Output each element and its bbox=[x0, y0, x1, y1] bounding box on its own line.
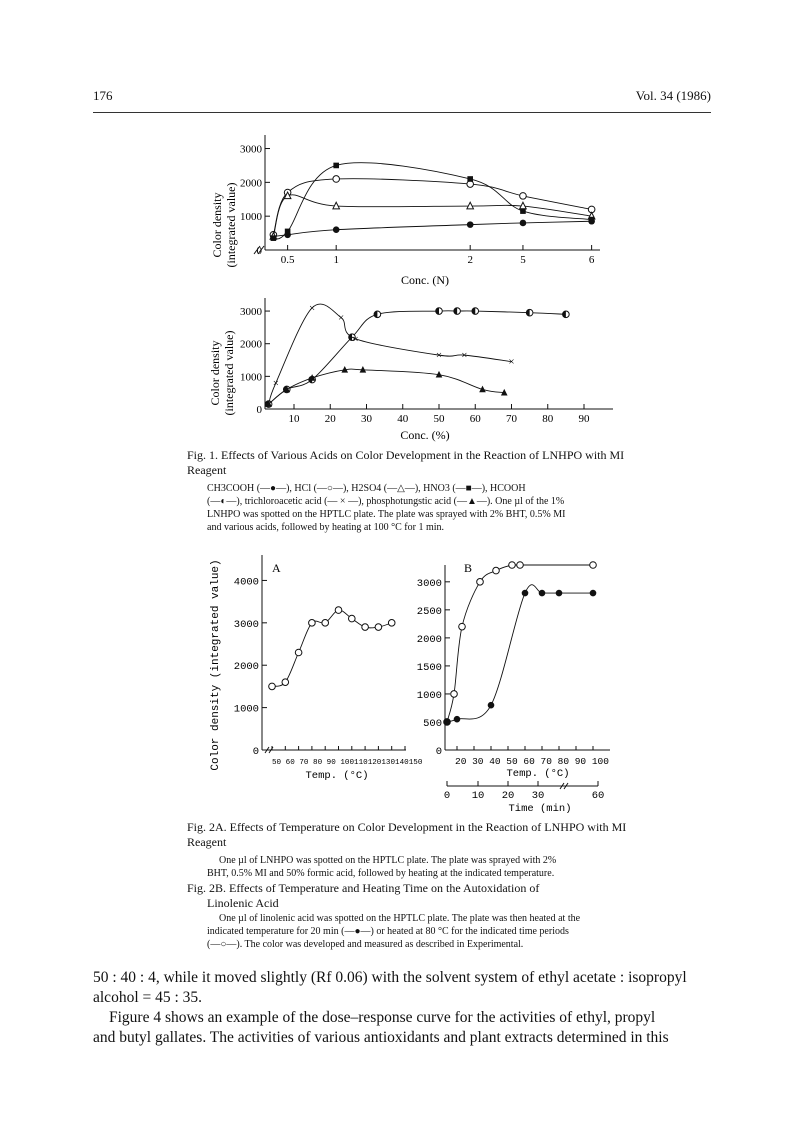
fig2b-xticks: 20 30 40 50 60 70 80 90 100 bbox=[455, 756, 609, 767]
fig1-bottom-xtick-label: 40 bbox=[397, 413, 409, 425]
fig2a-xlabel: Temp. (°C) bbox=[305, 770, 369, 782]
fig2b-ytick-label: 3000 bbox=[416, 577, 442, 590]
fig1-bottom-ytick-label: 1000 bbox=[240, 371, 262, 384]
volume-label: Vol. 34 (1986) bbox=[635, 88, 711, 103]
fig1-bottom-series-1-point: × bbox=[435, 349, 443, 362]
fig2b-label: B bbox=[464, 561, 473, 575]
fig1-top-series-1-point bbox=[333, 176, 340, 183]
fig1-top-ylabel-2: (integrated value) bbox=[224, 182, 238, 268]
fig2b-series-1-point bbox=[522, 590, 529, 597]
fig2b-series-1-point bbox=[488, 702, 495, 709]
fig2b-ytick-label: 2500 bbox=[416, 605, 442, 618]
fig2a-point bbox=[375, 624, 382, 631]
fig1-top-xlabel: Conc. (N) bbox=[401, 273, 449, 287]
fig1-bottom-series-2-line bbox=[269, 369, 505, 404]
fig2b-series-1-point bbox=[590, 590, 597, 597]
fig1-bottom-series-1-point: × bbox=[272, 377, 279, 390]
fig2a-note-2: BHT, 0.5% MI and 50% formic acid, followed by heating at the indicated temperature. bbox=[207, 868, 555, 879]
fig2a-note-1: One µl of LNHPO was spotted on the HPTLC plate. The plate was sprayed with 2% bbox=[219, 855, 557, 866]
fig1-legend-3: LNHPO was spotted on the HPTLC plate. The plate was sprayed with 2% BHT, 0.5% MI bbox=[207, 509, 566, 520]
fig2b-time-tick-label: 60 bbox=[591, 790, 605, 802]
fig1-bottom-xtick-label: 80 bbox=[542, 413, 554, 425]
fig1-top-ytick-label: 2000 bbox=[240, 177, 262, 190]
fig1-bottom-series-1-line bbox=[269, 304, 515, 404]
fig1-top-series-3-point bbox=[520, 208, 526, 214]
fig1-bottom-series-1-point: × bbox=[309, 302, 316, 315]
fig1-top-ylabel-1: Color density bbox=[210, 192, 224, 258]
fig2b-time-tick-label: 30 bbox=[531, 790, 545, 802]
fig2a-ytick-label: 1000 bbox=[233, 703, 259, 716]
fig1-bottom-xtick-label: 20 bbox=[324, 413, 336, 425]
fig2b-xlabel: Temp. (°C) bbox=[506, 768, 570, 780]
fig2b-time-label: Time (min) bbox=[508, 803, 572, 815]
fig1-bottom-series-1-point: × bbox=[508, 356, 515, 369]
fig1-top-series-3-point bbox=[467, 176, 473, 182]
fig2b-note-1: One µl of linolenic acid was spotted on the HPTLC plate. The plate was then heated at the bbox=[219, 913, 581, 924]
fig1-bottom-xtick-label: 90 bbox=[578, 413, 590, 425]
fig2b-caption-title-1: Fig. 2B. Effects of Temperature and Heating Time on the Autoxidation of bbox=[187, 881, 540, 895]
fig2a-point bbox=[349, 615, 356, 622]
fig2b-series-0-point bbox=[459, 623, 466, 630]
fig1-top-ytick-label: 3000 bbox=[240, 143, 262, 156]
fig2b-series-1-point bbox=[539, 590, 546, 597]
fig2b-series-1-point bbox=[444, 719, 451, 726]
fig1-top-series-3-point bbox=[271, 235, 277, 241]
fig2a-ytick-label: 0 bbox=[252, 746, 259, 758]
fig2a-series-line bbox=[272, 610, 392, 686]
fig1-top-series-3-point bbox=[589, 217, 595, 223]
fig1-top-xtick-label: 0.5 bbox=[280, 254, 295, 266]
fig2a-point bbox=[388, 620, 395, 627]
fig2b-time-tick-label: 0 bbox=[443, 790, 451, 802]
body-line-3: Figure 4 shows an example of the dose–response curve for the activities of ethyl, propyl bbox=[109, 1009, 656, 1026]
fig2b-note-3: (—○—). The color was developed and measured as described in Experimental. bbox=[207, 939, 524, 950]
fig1-bottom-chart bbox=[195, 293, 625, 443]
fig2b-caption-title-2: Linolenic Acid bbox=[207, 896, 279, 910]
fig1-top-xtick-label: 5 bbox=[520, 254, 526, 266]
fig2b-ytick-label: 1500 bbox=[416, 661, 442, 674]
fig1-bottom-xlabel: Conc. (%) bbox=[400, 428, 450, 442]
fig1-top-series-2-point bbox=[467, 202, 474, 209]
body-line-1: 50 : 40 : 4, while it moved slightly (Rf 0.06) with the solvent system of ethyl acetate : isopropyl bbox=[93, 969, 687, 986]
fig1-bottom-xtick-label: 50 bbox=[433, 413, 445, 425]
fig1-bottom-series-0-line bbox=[269, 311, 566, 404]
fig1-legend-4: and various acids, followed by heating at 100 °C for 1 min. bbox=[207, 522, 445, 533]
fig1-bottom-ytick-label: 2000 bbox=[240, 338, 262, 351]
fig2b-note-2: indicated temperature for 20 min (—●—) or heated at 80 °C for the indicated time periods bbox=[207, 926, 569, 937]
fig2a-ytick-label: 2000 bbox=[233, 661, 259, 674]
fig1-legend-1: CH3COOH (—●—), HCl (—○—), H2SO4 (—△—), HNO3 (—■—), HCOOH bbox=[207, 483, 526, 494]
fig1-caption-title: Fig. 1. Effects of Various Acids on Color Development in the Reaction of LNHPO with MI Reagent bbox=[187, 448, 625, 477]
fig2a-point bbox=[362, 624, 369, 631]
fig2b-series-0-point bbox=[493, 567, 500, 574]
body-line-4: and butyl gallates. The activities of various antioxidants and plant extracts determined in this bbox=[93, 1029, 669, 1046]
fig1-top-xtick-label: 6 bbox=[588, 254, 595, 266]
fig2a-point bbox=[282, 679, 289, 686]
fig2b-series-0-point bbox=[590, 562, 597, 569]
fig2b-series-1-point bbox=[454, 716, 461, 723]
fig2b-ytick-label: 1000 bbox=[416, 689, 442, 702]
page-number: 176 bbox=[93, 88, 113, 103]
fig2b-ytick-label: 2000 bbox=[416, 633, 442, 646]
fig1-bottom-ytick-label: 0 bbox=[256, 404, 262, 416]
fig2b-ytick-label: 0 bbox=[435, 746, 442, 758]
fig1-bottom-xtick-label: 30 bbox=[361, 413, 372, 425]
fig1-top-ytick-label: 0 bbox=[256, 245, 262, 257]
fig1-top-series-1-point bbox=[520, 193, 527, 200]
fig1-bottom-xtick-label: 10 bbox=[288, 413, 300, 425]
fig1-bottom-series-1-point: × bbox=[352, 333, 359, 346]
fig2a-caption-title: Fig. 2A. Effects of Temperature on Color Development in the Reaction of LNHPO with MI Reagent bbox=[187, 820, 627, 849]
body-line-2: alcohol = 45 : 35. bbox=[93, 989, 203, 1006]
fig2a-point bbox=[309, 620, 316, 627]
fig2a-xticks: 50 60 70 80 90 100110120130140150 bbox=[272, 759, 423, 767]
fig2b-series-0-point bbox=[509, 562, 516, 569]
fig1-bottom-series-1-point: × bbox=[338, 312, 345, 325]
fig1-top-series-0-point bbox=[467, 221, 474, 228]
fig1-bottom-ylabel-1: Color density bbox=[208, 340, 222, 406]
fig2a-ytick-label: 3000 bbox=[233, 618, 259, 631]
fig1-top-xtick-label: 2 bbox=[467, 254, 473, 266]
fig2-ylabel: Color density (integrated value) bbox=[210, 559, 222, 771]
fig1-top-xtick-label: 1 bbox=[333, 254, 339, 266]
fig1-top-ytick-label: 1000 bbox=[240, 211, 262, 224]
fig2b-series-0-point bbox=[477, 579, 484, 586]
fig2b-series-0-point bbox=[451, 691, 458, 698]
fig2-chart bbox=[200, 550, 620, 815]
fig2a-point bbox=[269, 683, 276, 690]
header-rule bbox=[93, 112, 711, 113]
fig2b-time-tick-label: 20 bbox=[501, 790, 515, 802]
fig2a-point bbox=[335, 607, 342, 614]
fig1-top-series-0-point bbox=[520, 220, 527, 227]
fig1-top-series-3-point bbox=[285, 229, 291, 235]
fig1-bottom-ylabel-2: (integrated value) bbox=[222, 330, 236, 416]
fig2b-time-tick-label: 10 bbox=[471, 790, 485, 802]
fig1-top-series-0-point bbox=[333, 226, 340, 233]
fig2a-point bbox=[295, 649, 302, 656]
fig1-bottom-series-1-point: × bbox=[461, 349, 468, 362]
fig1-legend-2: (—◐—), trichloroacetic acid (— × —), phosphotungstic acid (—▲—). One µl of the 1% bbox=[207, 496, 565, 507]
fig1-top-series-0-line bbox=[273, 221, 591, 236]
fig2a-label: A bbox=[272, 561, 281, 575]
fig2b-series-1-point bbox=[556, 590, 563, 597]
fig1-bottom-xtick-label: 70 bbox=[506, 413, 517, 425]
fig2a-ytick-label: 4000 bbox=[233, 576, 259, 589]
fig1-top-series-3-line bbox=[273, 163, 591, 239]
fig1-top-series-3-point bbox=[333, 163, 339, 169]
fig2b-series-0-line bbox=[447, 565, 593, 722]
fig1-bottom-xtick-label: 60 bbox=[469, 413, 481, 425]
fig2b-ytick-label: 500 bbox=[423, 717, 442, 730]
fig1-bottom-ytick-label: 3000 bbox=[240, 306, 262, 319]
fig1-top-chart bbox=[195, 130, 615, 290]
fig2b-series-0-point bbox=[517, 562, 524, 569]
fig2a-point bbox=[322, 620, 329, 627]
